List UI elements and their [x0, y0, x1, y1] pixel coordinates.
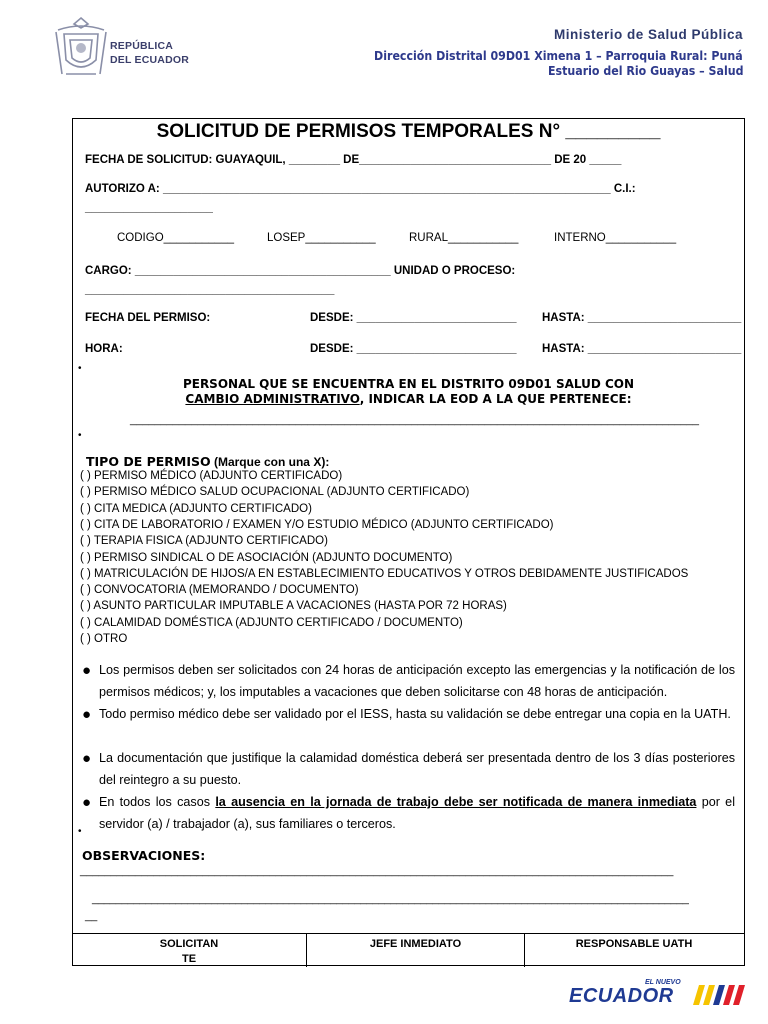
tipo-option[interactable]: ( ) PERMISO SINDICAL O DE ASOCIACIÓN (ADJUNTO DOCUMENTO): [80, 551, 453, 564]
tipo-permiso-label: TIPO DE PERMISO: [86, 454, 211, 469]
fecha-solicitud-field[interactable]: FECHA DE SOLICITUD: GUAYAQUIL, ________ DE______________________________ DE 20 _____: [85, 154, 622, 166]
note-ausencia-c: por el servidor (a) / trabajador (a), sus familiares o terceros.: [99, 795, 735, 831]
signature-responsable-uath[interactable]: [525, 934, 743, 967]
personal-line2-rest: , INDICAR LA EOD A LA QUE PERTENECE:: [359, 392, 632, 406]
tipo-option[interactable]: ( ) PERMISO MÉDICO (ADJUNTO CERTIFICADO): [80, 470, 343, 482]
signature-jefe-inmediato[interactable]: [307, 934, 525, 967]
interno-field[interactable]: INTERNO___________: [554, 232, 677, 244]
tipo-option[interactable]: ( ) CITA MEDICA (ADJUNTO CERTIFICADO): [80, 502, 312, 515]
el-nuevo-text: EL NUEVO: [645, 979, 681, 986]
tipo-option[interactable]: ( ) TERAPIA FISICA (ADJUNTO CERTIFICADO): [80, 535, 328, 548]
losep-field[interactable]: LOSEP___________: [267, 232, 376, 244]
form-title: SOLICITUD DE PERMISOS TEMPORALES N° _________: [156, 121, 661, 142]
tipo-option[interactable]: ( ) CALAMIDAD DOMÉSTICA (ADJUNTO CERTIFICADO / DOCUMENTO): [80, 616, 463, 629]
solicitante-label-1: SOLICITAN: [159, 938, 219, 950]
note-ausencia-a: En todos los casos: [99, 795, 216, 809]
dot-marker: •: [78, 826, 82, 837]
solicitante-label-2: TE: [181, 953, 197, 965]
note-24-horas: Los permisos deben ser solicitados con 24 horas de anticipación excepto las emergencias y la notificación de los permisos médicos; y, los imputables a vacaciones que deben solicitarse con 48 horas de anticipación.: [99, 663, 735, 699]
dot-marker: •: [78, 430, 82, 441]
tipo-permiso-hint: (Marque con una X):: [210, 455, 330, 469]
tipo-option[interactable]: ( ) OTRO: [80, 633, 128, 645]
signature-table: [72, 933, 745, 966]
cargo-field[interactable]: CARGO: ________________________________________ UNIDAD O PROCESO:: [85, 265, 516, 277]
tipo-option[interactable]: ( ) PERMISO MÉDICO SALUD OCUPACIONAL (ADJUNTO CERTIFICADO): [80, 486, 470, 499]
dot-marker: •: [78, 363, 82, 374]
tipo-option[interactable]: ( ) CONVOCATORIA (MEMORANDO / DOCUMENTO): [80, 584, 359, 597]
signature-solicitante[interactable]: [72, 934, 307, 967]
tipo-option[interactable]: ( ) ASUNTO PARTICULAR IMPUTABLE A VACACIONES (HASTA POR 72 HORAS): [80, 600, 507, 613]
ministerio-title: Ministerio de Salud Pública: [553, 27, 743, 42]
tipo-option[interactable]: ( ) MATRICULACIÓN DE HIJOS/A EN ESTABLECIMIENTO EDUCATIVOS Y OTROS DEBIDAMENTE JUSTIFICADOS: [80, 567, 689, 580]
codigo-field[interactable]: CODIGO___________: [117, 232, 234, 244]
note-ausencia-bold: la ausencia en la jornada de trabajo debe ser notificada de manera inmediata: [215, 795, 697, 809]
autorizo-ci-blank[interactable]: ____________________: [85, 202, 213, 214]
tipo-option[interactable]: ( ) CITA DE LABORATORIO / EXAMEN Y/O ESTUDIO MÉDICO (ADJUNTO CERTIFICADO): [80, 518, 554, 531]
note-ausencia: [99, 792, 735, 835]
bullet-icon: ●: [82, 706, 92, 723]
unidad-blank[interactable]: _______________________________________: [85, 284, 335, 296]
ecuador-text: ECUADOR: [569, 985, 674, 1007]
fecha-permiso-hasta[interactable]: HASTA: ________________________: [542, 312, 742, 324]
observaciones-line2[interactable]: ____________________________________________________________________________________________________: [92, 893, 689, 905]
hora-desde[interactable]: DESDE: _________________________: [310, 343, 517, 355]
hora-label: HORA:: [85, 343, 123, 355]
estuario-line: Estuario del Rio Guayas – Salud: [547, 64, 743, 78]
observaciones-label: OBSERVACIONES:: [82, 848, 206, 863]
direccion-distrital: Dirección Distrital 09D01 Ximena 1 – Parroquia Rural: Puná: [374, 49, 743, 63]
el-nuevo-ecuador-logo: [565, 979, 747, 1007]
personal-line2: [72, 392, 745, 406]
autorizo-field[interactable]: AUTORIZO A: ______________________________________________________________________ C.I.:: [85, 183, 636, 195]
flag-stripes-icon: [693, 985, 745, 1005]
uath-label: RESPONSABLE UATH: [575, 938, 693, 950]
republica-line2: DEL ECUADOR: [110, 54, 190, 66]
cambio-administrativo: CAMBIO ADMINISTRATIVO: [185, 392, 360, 406]
rural-field[interactable]: RURAL___________: [409, 232, 519, 244]
hora-hasta[interactable]: HASTA: ________________________: [542, 343, 742, 355]
eod-blank[interactable]: _____________________________________________________________________________________________: [130, 414, 699, 426]
observaciones-line1[interactable]: _________________________________________________________________________________________________: [80, 865, 674, 877]
bullet-icon: ●: [82, 794, 92, 811]
tipo-permiso-heading: [86, 454, 329, 469]
fecha-permiso-desde[interactable]: DESDE: _________________________: [310, 312, 517, 324]
fecha-permiso-label: FECHA DEL PERMISO:: [85, 312, 211, 324]
jefe-label: JEFE INMEDIATO: [369, 938, 462, 950]
republica-line1: REPÚBLICA: [110, 40, 174, 52]
coat-of-arms-icon: [52, 14, 110, 82]
personal-line1: PERSONAL QUE SE ENCUENTRA EN EL DISTRITO 09D01 SALUD CON: [182, 377, 635, 391]
bullet-icon: ●: [82, 662, 92, 679]
observaciones-line3[interactable]: __: [85, 910, 98, 922]
bullet-icon: ●: [82, 750, 92, 767]
note-iess: Todo permiso médico debe ser validado por el IESS, hasta su validación se debe entregar una copia en la UATH.: [99, 707, 731, 721]
note-calamidad: La documentación que justifique la calamidad doméstica deberá ser presentada dentro de los 3 días posteriores del reintegro a su puesto.: [99, 751, 735, 787]
